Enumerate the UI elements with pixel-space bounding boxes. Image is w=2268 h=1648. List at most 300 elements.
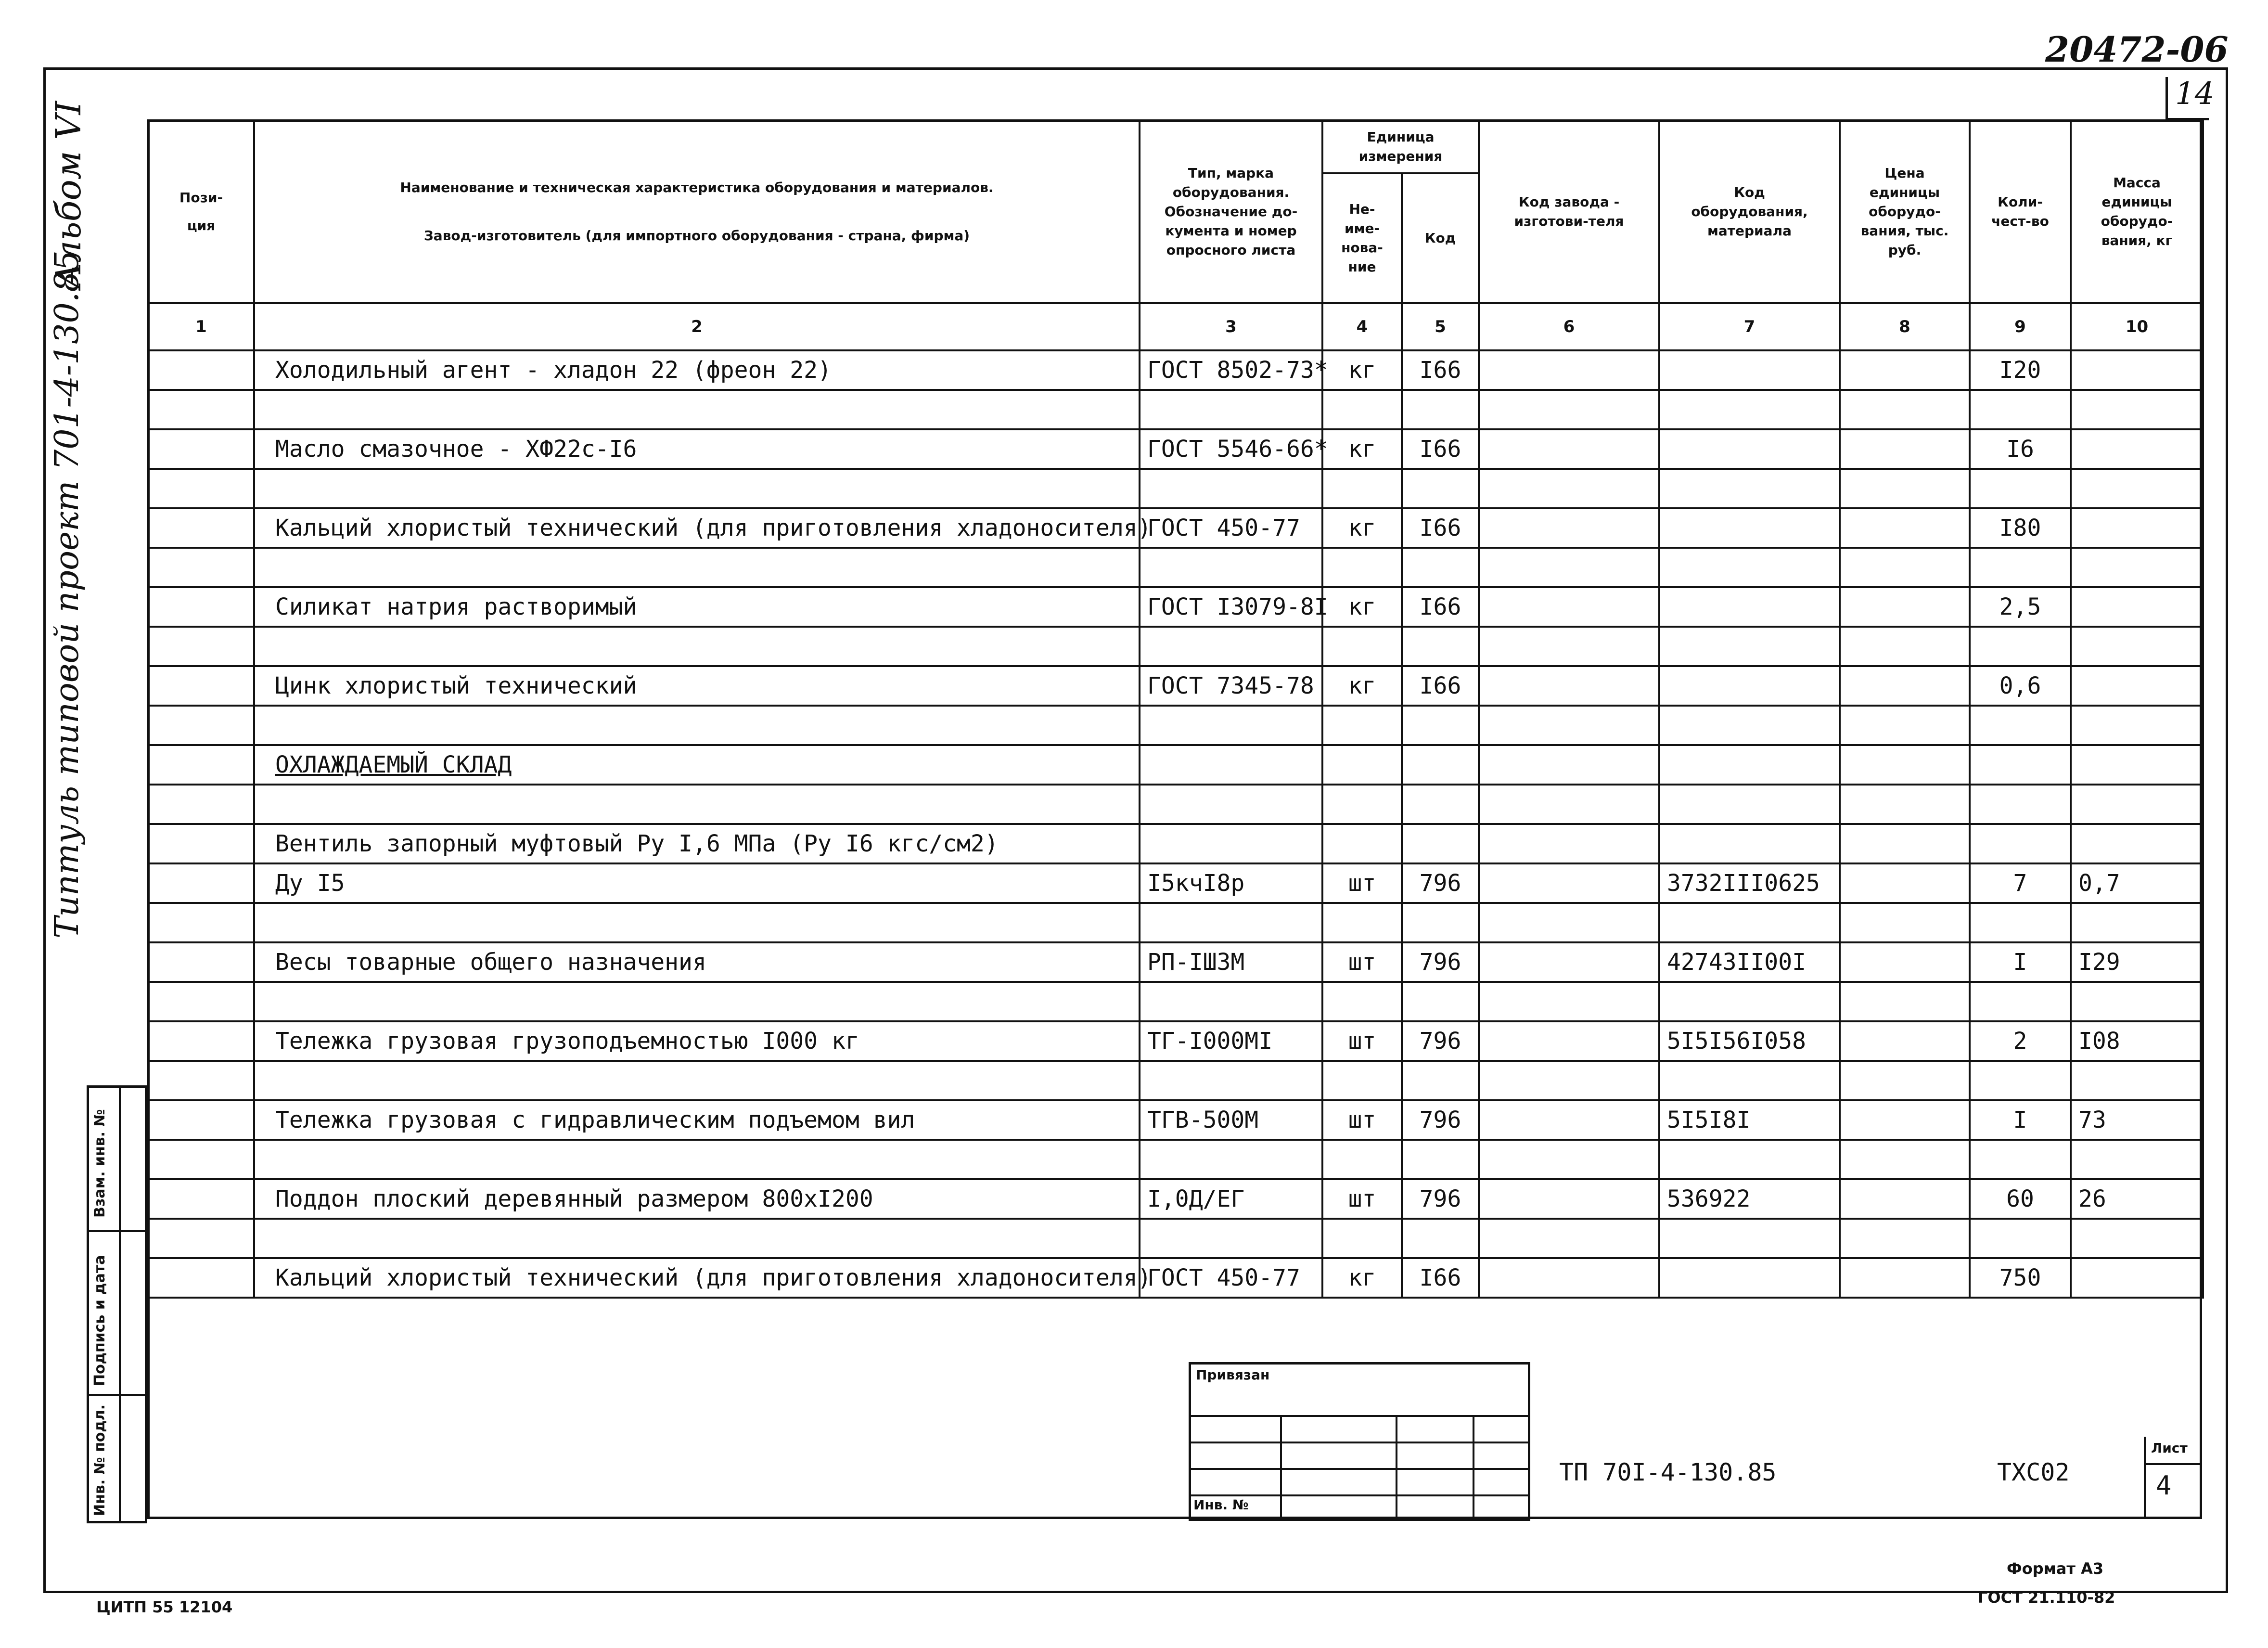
doc-code: ТП 70I-4-130.85 [1559, 1458, 1777, 1486]
cell-price [1840, 390, 1970, 429]
cell-unit-code [1402, 1021, 1479, 1061]
table-row [148, 1179, 2203, 1219]
cell-price [1840, 1021, 1970, 1061]
cell-unit [1322, 1140, 1402, 1179]
cell-unit [1322, 982, 1402, 1021]
cell-unit [1322, 548, 1402, 587]
table-row [148, 1061, 2203, 1100]
cell-name-text: ОХЛАЖДАЕМЫЙ СКЛАД [275, 751, 512, 778]
cell-doc [1140, 863, 1322, 903]
col-header-material-code: Код оборудования, материала [1659, 120, 1840, 303]
cell-factory-code [1479, 469, 1659, 508]
cell-mass-text: 73 [2078, 1107, 2106, 1133]
cell-quantity [1970, 1219, 2071, 1258]
col-number: 1 [148, 303, 254, 350]
cell-unit-text: кг [1348, 593, 1376, 620]
cell-unit [1322, 1179, 1402, 1219]
cell-name [254, 1219, 1140, 1258]
cell-doc-text: ГОСТ 5546-66* [1147, 436, 1328, 463]
cell-price [1840, 429, 1970, 469]
cell-name-text: Тележка грузовая грузоподъемностью I000 кг [275, 1028, 859, 1055]
cell-material-code [1659, 1061, 1840, 1100]
cell-name-text: Масло смазочное - ХФ22с-I6 [275, 436, 637, 463]
citp-label: ЦИТП 55 12104 [96, 1598, 233, 1616]
cell-mass [2071, 1021, 2203, 1061]
cell-price [1840, 1258, 1970, 1298]
cell-price [1840, 785, 1970, 824]
cell-position [148, 469, 254, 508]
cell-name-text: Тележка грузовая с гидравлическим подъемом вил [275, 1107, 915, 1133]
cell-name [254, 508, 1152, 548]
cell-quantity [1970, 706, 2071, 745]
col-number: 10 [2071, 303, 2203, 350]
cell-quantity [1970, 942, 2071, 982]
col-header-type: Тип, марка оборудования. Обозначение до-кумента и номер опросного листа [1140, 120, 1322, 303]
cell-mass [2071, 1140, 2203, 1179]
cell-position [148, 942, 254, 982]
cell-unit-text: кг [1348, 357, 1376, 384]
cell-material-code-text: 5I5I8I [1667, 1107, 1751, 1133]
cell-unit-text: шт [1348, 1185, 1376, 1212]
cell-quantity [1970, 1100, 2071, 1140]
cell-name [254, 469, 1140, 508]
cell-material-code [1659, 863, 1840, 903]
cell-unit-code [1402, 429, 1479, 469]
cell-material-code [1659, 350, 1840, 390]
cell-unit-code-text: I66 [1419, 672, 1461, 699]
table-row [148, 863, 2203, 903]
cell-name [254, 1061, 1140, 1100]
cell-name [254, 785, 1140, 824]
cell-quantity-text: I80 [1999, 515, 2041, 541]
cell-unit [1322, 903, 1402, 942]
cell-unit [1322, 785, 1402, 824]
cell-price [1840, 824, 1970, 863]
cell-factory-code [1479, 1021, 1659, 1061]
cell-unit-code-text: I66 [1419, 1264, 1461, 1291]
table-row [148, 429, 2203, 469]
cell-factory-code [1479, 824, 1659, 863]
cell-price [1840, 1100, 1970, 1140]
cell-price [1840, 1061, 1970, 1100]
cell-factory-code [1479, 1179, 1659, 1219]
col-number: 2 [254, 303, 1140, 350]
cell-price [1840, 982, 1970, 1021]
cell-name [254, 982, 1140, 1021]
cell-mass [2071, 1219, 2203, 1258]
table-row [148, 982, 2203, 1021]
cell-doc [1140, 508, 1322, 548]
cell-quantity [1970, 666, 2071, 706]
cell-unit-code [1402, 1100, 1479, 1140]
cell-mass [2071, 1258, 2203, 1298]
cell-unit-code [1402, 548, 1479, 587]
cell-position [148, 508, 254, 548]
cell-unit-text: шт [1348, 1028, 1376, 1055]
inv-label: Инв. № [1193, 1497, 1249, 1513]
cell-doc [1140, 587, 1328, 627]
cell-mass [2071, 982, 2203, 1021]
cell-quantity-text: I6 [2006, 436, 2034, 463]
cell-mass [2071, 745, 2203, 785]
cell-name-text: Ду I5 [275, 870, 345, 897]
cell-mass [2071, 903, 2203, 942]
cell-unit-code [1402, 982, 1479, 1021]
cell-name [254, 1140, 1140, 1179]
cell-unit-text: кг [1348, 515, 1376, 541]
col-header-unit-group: Единица измерения [1322, 120, 1479, 173]
cell-price [1840, 508, 1970, 548]
cell-factory-code [1479, 548, 1659, 587]
table-row [148, 627, 2203, 666]
cell-unit [1322, 587, 1402, 627]
cell-factory-code [1479, 1140, 1659, 1179]
cell-position [148, 1258, 254, 1298]
cell-mass [2071, 429, 2203, 469]
cell-doc-text: ТГ-I000МI [1147, 1028, 1273, 1055]
col-header-unit-name: Не-име-нова-ние [1322, 173, 1402, 303]
side-field-replace-inv: Взам. инв. № [91, 1109, 108, 1218]
cell-unit-text: кг [1348, 672, 1376, 699]
cell-mass-text: I08 [2078, 1028, 2120, 1055]
table-row [148, 1258, 2203, 1298]
cell-mass [2071, 390, 2203, 429]
cell-doc [1140, 627, 1322, 666]
cell-factory-code [1479, 1061, 1659, 1100]
cell-position [148, 824, 254, 863]
cell-name [254, 1100, 1140, 1140]
cell-unit-code [1402, 627, 1479, 666]
cell-mass [2071, 666, 2203, 706]
cell-position [148, 587, 254, 627]
cell-unit [1322, 350, 1402, 390]
cell-doc [1140, 469, 1322, 508]
table-row [148, 508, 2203, 548]
cell-price [1840, 1179, 1970, 1219]
cell-material-code [1659, 706, 1840, 745]
table-row [148, 903, 2203, 942]
cell-doc [1140, 666, 1322, 706]
cell-unit-code [1402, 1061, 1479, 1100]
cell-material-code [1659, 1258, 1840, 1298]
cell-price [1840, 863, 1970, 903]
col-number: 8 [1840, 303, 1970, 350]
cell-doc [1140, 1061, 1322, 1100]
cell-unit-code [1402, 587, 1479, 627]
cell-unit [1322, 1021, 1402, 1061]
cell-name-text: Цинк хлористый технический [275, 672, 637, 699]
cell-quantity [1970, 1258, 2071, 1298]
cell-price [1840, 1140, 1970, 1179]
cell-position [148, 1061, 254, 1100]
cell-price [1840, 587, 1970, 627]
table-row [148, 1100, 2203, 1140]
side-project-title: Типтуль типовой проект 701-4-130.85 [48, 250, 86, 939]
cell-unit [1322, 863, 1402, 903]
cell-factory-code [1479, 508, 1659, 548]
cell-unit-code [1402, 350, 1479, 390]
cell-quantity [1970, 982, 2071, 1021]
cell-doc [1140, 745, 1322, 785]
cell-factory-code [1479, 350, 1659, 390]
cell-unit-code [1402, 824, 1479, 863]
cell-doc-text: РП-IШ3М [1147, 949, 1245, 976]
cell-name [254, 706, 1140, 745]
cell-unit-code [1402, 508, 1479, 548]
col-header-name: Наименование и техническая характеристика оборудования и материалов. Завод-изготовитель (для импортного оборудования - страна, фирма) [254, 120, 1140, 303]
cell-name-text: Вентиль запорный муфтовый Ру I,6 МПа (Ру I6 кгс/см2) [275, 830, 999, 857]
cell-doc-text: I5кчI8р [1147, 870, 1245, 897]
cell-mass [2071, 548, 2203, 587]
cell-doc [1140, 824, 1322, 863]
cell-position [148, 548, 254, 587]
cell-name-text: Холодильный агент - хладон 22 (фреон 22) [275, 357, 832, 384]
cell-quantity [1970, 587, 2071, 627]
table-row [148, 587, 2203, 627]
sheet-number: 4 [2156, 1470, 2172, 1501]
cell-unit-code [1402, 1140, 1479, 1179]
cell-mass [2071, 469, 2203, 508]
cell-name [254, 627, 1140, 666]
cell-unit-code [1402, 903, 1479, 942]
cell-material-code [1659, 785, 1840, 824]
cell-name [254, 666, 1140, 706]
cell-quantity-text: 2 [2013, 1028, 2027, 1055]
cell-unit-code-text: 796 [1419, 1107, 1461, 1133]
cell-factory-code [1479, 429, 1659, 469]
cell-unit-code [1402, 469, 1479, 508]
cell-quantity [1970, 627, 2071, 666]
table-row [148, 824, 2203, 863]
cell-position [148, 1021, 254, 1061]
cell-position [148, 1100, 254, 1140]
cell-doc-text: ГОСТ 450-77 [1147, 515, 1300, 541]
cell-unit-code [1402, 666, 1479, 706]
cell-mass [2071, 1179, 2203, 1219]
cell-unit-code-text: I66 [1419, 357, 1461, 384]
cell-unit [1322, 1219, 1402, 1258]
side-field-inv-original: Инв. № подл. [91, 1404, 108, 1516]
document-number: 20472-06 [2045, 29, 2229, 70]
cell-quantity [1970, 824, 2071, 863]
cell-name-text: Весы товарные общего назначения [275, 949, 706, 976]
cell-unit-code [1402, 1258, 1479, 1298]
cell-unit-text: кг [1348, 436, 1376, 463]
cell-factory-code [1479, 587, 1659, 627]
cell-factory-code [1479, 785, 1659, 824]
col-header-unit-code: Код [1402, 173, 1479, 303]
side-album-label: Альбом VI [48, 101, 89, 289]
linked-label: Привязан [1196, 1367, 1270, 1383]
cell-material-code [1659, 1100, 1840, 1140]
cell-doc [1140, 350, 1328, 390]
format-label: Формат А3 [2007, 1559, 2104, 1578]
cell-unit-code [1402, 863, 1479, 903]
cell-unit [1322, 824, 1402, 863]
cell-position [148, 666, 254, 706]
cell-price [1840, 350, 1970, 390]
cell-unit-code-text: 796 [1419, 1185, 1461, 1212]
sheet-label: Лист [2151, 1440, 2188, 1456]
cell-unit [1322, 1100, 1402, 1140]
col-header-position: Пози- ция [148, 120, 254, 303]
cell-price [1840, 942, 1970, 982]
cell-quantity-text: 7 [2013, 870, 2027, 897]
cell-unit-code [1402, 706, 1479, 745]
cell-material-code [1659, 1021, 1840, 1061]
cell-position [148, 390, 254, 429]
col-header-quantity: Коли-чест-во [1970, 120, 2071, 303]
cell-unit [1322, 429, 1402, 469]
cell-mass [2071, 706, 2203, 745]
col-number: 3 [1140, 303, 1322, 350]
cell-unit [1322, 1258, 1402, 1298]
cell-material-code [1659, 824, 1840, 863]
gost-label: ГОСТ 21.110-82 [1978, 1588, 2115, 1607]
cell-doc [1140, 982, 1322, 1021]
cell-position [148, 627, 254, 666]
table-row [148, 390, 2203, 429]
cell-mass [2071, 350, 2203, 390]
cell-factory-code [1479, 390, 1659, 429]
cell-name [254, 1021, 1140, 1061]
cell-quantity [1970, 390, 2071, 429]
cell-factory-code [1479, 942, 1659, 982]
sheet-code: ТХС02 [1997, 1458, 2070, 1486]
cell-doc [1140, 1140, 1322, 1179]
cell-doc [1140, 942, 1322, 982]
cell-mass [2071, 824, 2203, 863]
cell-unit-code [1402, 745, 1479, 785]
side-field-signature-date: Подпись и дата [91, 1255, 108, 1386]
cell-material-code [1659, 548, 1840, 587]
cell-doc-text: ГОСТ 7345-78 [1147, 672, 1314, 699]
cell-price [1840, 627, 1970, 666]
cell-mass [2071, 508, 2203, 548]
cell-quantity [1970, 745, 2071, 785]
cell-doc [1140, 1021, 1322, 1061]
cell-unit-code-text: 796 [1419, 949, 1461, 976]
cell-price [1840, 706, 1970, 745]
cell-name-text: Кальций хлористый технический (для приготовления хладоносителя) [275, 515, 1152, 541]
col-header-factory-code: Код завода - изготови-теля [1479, 120, 1659, 303]
cell-factory-code [1479, 903, 1659, 942]
table-row [148, 942, 2203, 982]
cell-doc [1140, 785, 1322, 824]
cell-quantity-text: I20 [1999, 357, 2041, 384]
cell-unit [1322, 508, 1402, 548]
cell-quantity [1970, 350, 2071, 390]
table-row [148, 785, 2203, 824]
cell-unit-code [1402, 785, 1479, 824]
cell-material-code [1659, 666, 1840, 706]
cell-doc [1140, 429, 1328, 469]
cell-name [254, 587, 1140, 627]
cell-quantity [1970, 785, 2071, 824]
cell-name-text: Силикат натрия растворимый [275, 593, 637, 620]
cell-mass [2071, 863, 2203, 903]
cell-material-code-text: 42743II00I [1667, 949, 1806, 976]
cell-doc [1140, 1258, 1322, 1298]
cell-price [1840, 469, 1970, 508]
cell-mass [2071, 587, 2203, 627]
cell-name [254, 942, 1140, 982]
cell-quantity [1970, 429, 2071, 469]
cell-unit-code [1402, 390, 1479, 429]
cell-quantity [1970, 469, 2071, 508]
cell-name [254, 863, 1140, 903]
cell-unit [1322, 745, 1402, 785]
cell-unit-text: кг [1348, 1264, 1376, 1291]
cell-doc-text: ГОСТ I3079-8I [1147, 593, 1328, 620]
cell-doc-text: ГОСТ 450-77 [1147, 1264, 1300, 1291]
col-number: 4 [1322, 303, 1402, 350]
cell-doc-text: ГОСТ 8502-73* [1147, 357, 1328, 384]
cell-mass [2071, 785, 2203, 824]
cell-unit-code-text: 796 [1419, 1028, 1461, 1055]
cell-material-code [1659, 982, 1840, 1021]
cell-quantity-text: I [2013, 949, 2027, 976]
col-number: 7 [1659, 303, 1840, 350]
cell-name [254, 824, 1140, 863]
cell-material-code [1659, 469, 1840, 508]
cell-mass [2071, 627, 2203, 666]
cell-name [254, 745, 1140, 785]
cell-unit-code-text: I66 [1419, 515, 1461, 541]
cell-unit [1322, 627, 1402, 666]
cell-material-code-text: 5I5I56I058 [1667, 1028, 1806, 1055]
cell-mass-text: I29 [2078, 949, 2120, 976]
cell-price [1840, 903, 1970, 942]
table-row [148, 548, 2203, 587]
cell-quantity [1970, 1021, 2071, 1061]
table-row [148, 469, 2203, 508]
cell-mass-text: 26 [2078, 1185, 2106, 1212]
cell-position [148, 745, 254, 785]
cell-doc-text: ТГВ-500М [1147, 1107, 1259, 1133]
table-row [148, 706, 2203, 745]
cell-unit-code-text: I66 [1419, 593, 1461, 620]
cell-quantity [1970, 1140, 2071, 1179]
sheet-mark: 14 [2175, 76, 2215, 112]
cell-unit [1322, 469, 1402, 508]
cell-quantity [1970, 548, 2071, 587]
cell-doc [1140, 390, 1322, 429]
cell-factory-code [1479, 706, 1659, 745]
cell-material-code [1659, 1140, 1840, 1179]
cell-name [254, 390, 1140, 429]
cell-position [148, 706, 254, 745]
cell-quantity [1970, 903, 2071, 942]
cell-price [1840, 1219, 1970, 1258]
table-row [148, 1021, 2203, 1061]
cell-unit-code-text: 796 [1419, 870, 1461, 897]
cell-name [254, 350, 1140, 390]
cell-unit-code-text: I66 [1419, 436, 1461, 463]
cell-factory-code [1479, 1258, 1659, 1298]
cell-quantity-text: 0,6 [1999, 672, 2041, 699]
cell-price [1840, 548, 1970, 587]
cell-name-text: Кальций хлористый технический (для приготовления хладоносителя) [275, 1264, 1152, 1291]
cell-name [254, 903, 1140, 942]
cell-mass [2071, 1100, 2203, 1140]
cell-factory-code [1479, 1219, 1659, 1258]
cell-doc [1140, 903, 1322, 942]
cell-material-code [1659, 429, 1840, 469]
cell-doc [1140, 1219, 1322, 1258]
cell-mass [2071, 942, 2203, 982]
cell-material-code [1659, 587, 1840, 627]
